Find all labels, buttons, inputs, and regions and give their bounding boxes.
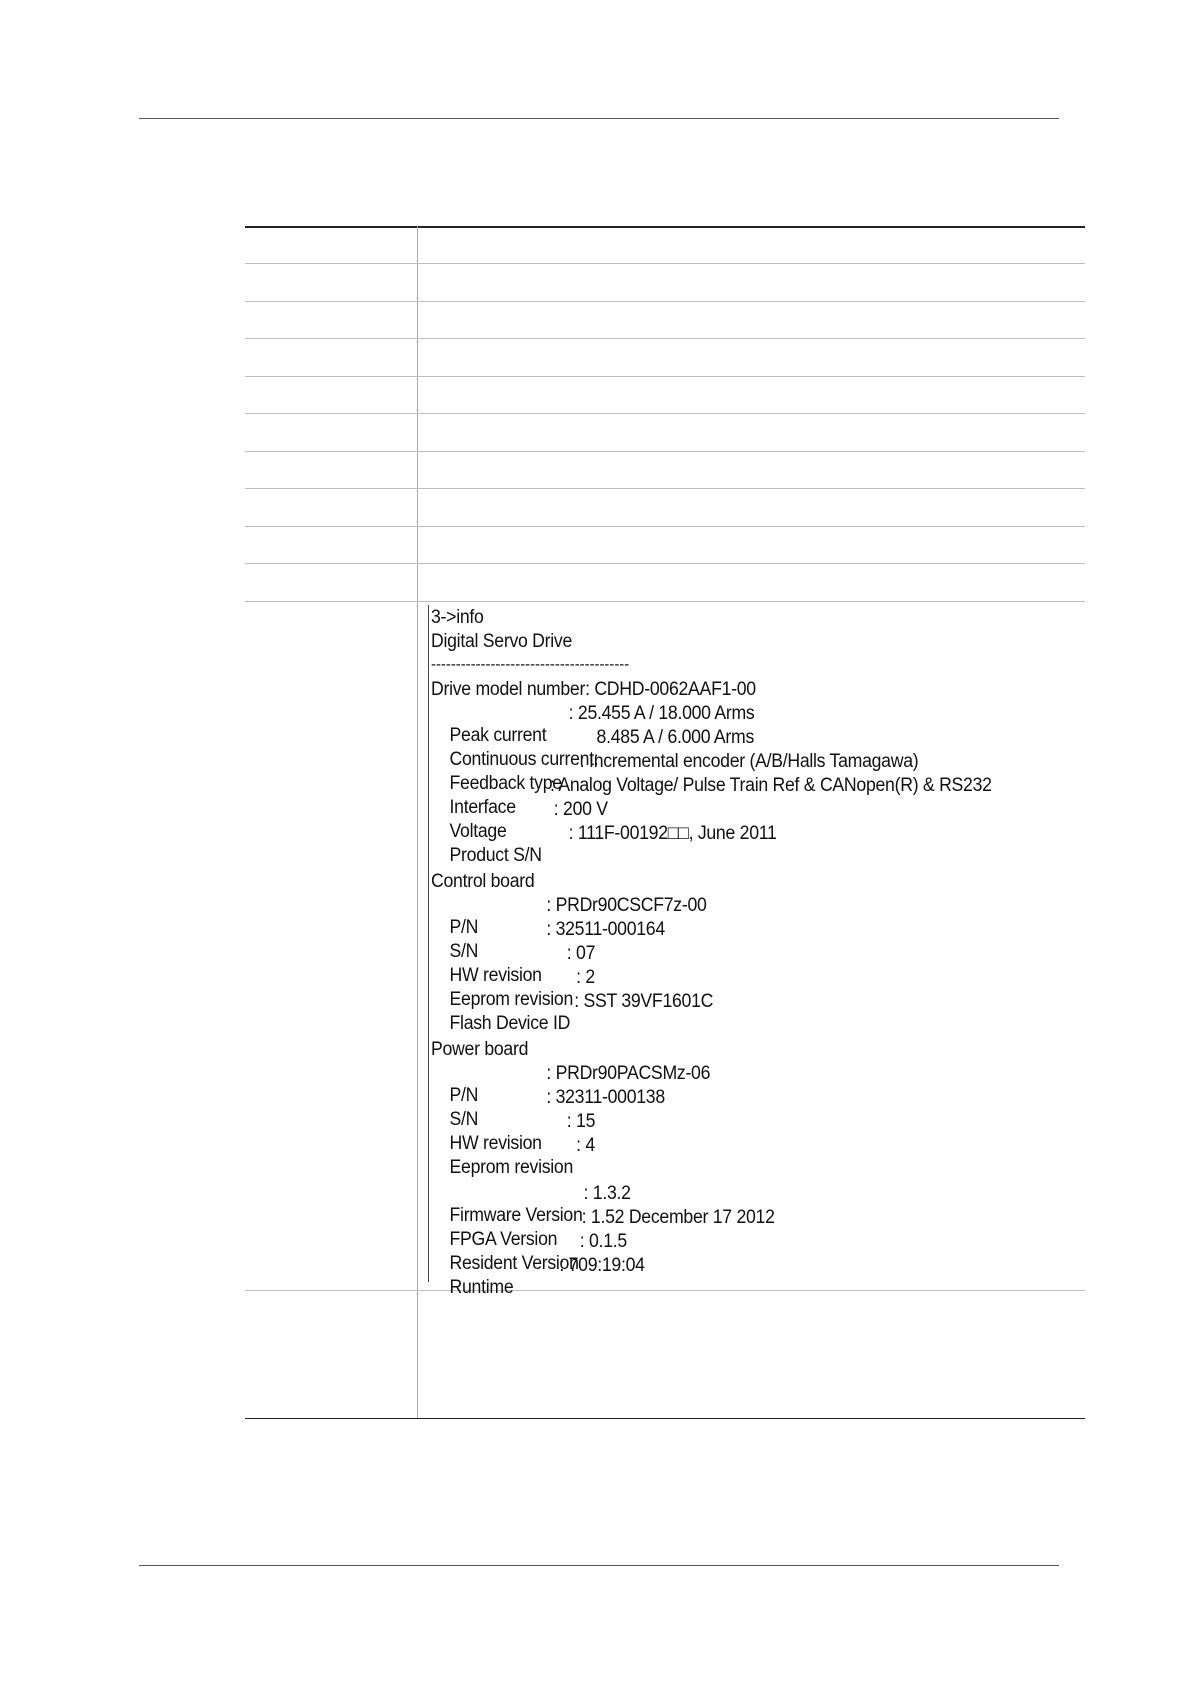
console-output-screenshot [428,605,1085,1298]
console-power-pn: P/N : PRDr90PACSMz-06 [449,1063,711,1106]
table-row-divider [245,563,1085,564]
console-power-sn: S/N : 32311-000138 [449,1087,665,1130]
table-row-divider [245,488,1085,489]
header-rule [139,118,1059,119]
console-separator: ---------------------------------------- [431,656,630,673]
console-control-board-title: Control board [431,871,535,892]
console-power-board-title: Power board [431,1039,529,1060]
table-row-divider [245,451,1085,452]
console-row-interface: Interface : Analog Voltage/ Pulse Train Ref & CANopen(R) & RS232 [449,775,992,818]
table-bottom-border [245,1418,1085,1419]
console-control-sn: S/N : 32511-000164 [449,919,665,962]
table-row-divider [245,263,1085,264]
footer-rule [139,1565,1059,1566]
console-resident-version: Resident Version : 0.1.5 [449,1231,627,1274]
table-row-divider [245,376,1085,377]
console-prompt: 3->info [431,607,484,628]
table-row-divider [245,1290,1085,1291]
console-power-eeprom-revision: Eeprom revision : 4 [449,1135,595,1178]
console-drive-model: Drive model number: CDHD-0062AAF1-00 [431,679,756,700]
table-row-divider [245,413,1085,414]
table-row-divider [245,601,1085,602]
table-row-divider [245,526,1085,527]
console-control-flash-device-id: Flash Device ID : SST 39VF1601C [449,991,714,1034]
console-control-hw-revision: HW revision : 07 [449,943,596,986]
console-fpga-version: FPGA Version : 1.52 December 17 2012 [449,1207,775,1250]
console-row-product-sn: Product S/N : 111F-00192□□, June 2011 [449,823,777,866]
table-column-divider [417,226,418,1419]
console-control-pn: P/N : PRDr90CSCF7z-00 [449,895,707,938]
table-row-divider [245,301,1085,302]
console-runtime: Runtime : 709:19:04 [449,1255,645,1298]
console-control-eeprom-revision: Eeprom revision : 2 [449,967,595,1010]
console-firmware-version: Firmware Version : 1.3.2 [449,1183,631,1226]
console-row-continuous-current: Continuous current: 8.485 A / 6.000 Arms [449,727,755,770]
console-row-voltage: Voltage : 200 V [449,799,608,842]
table-top-border [245,226,1085,228]
console-row-feedback-type: Feedback type : Incremental encoder (A/B/Halls Tamagawa) [449,751,919,794]
console-row-peak-current: Peak current : 25.455 A / 18.000 Arms [449,703,755,746]
console-device-name: Digital Servo Drive [431,631,573,652]
table-row-divider [245,338,1085,339]
console-power-hw-revision: HW revision : 15 [449,1111,596,1154]
